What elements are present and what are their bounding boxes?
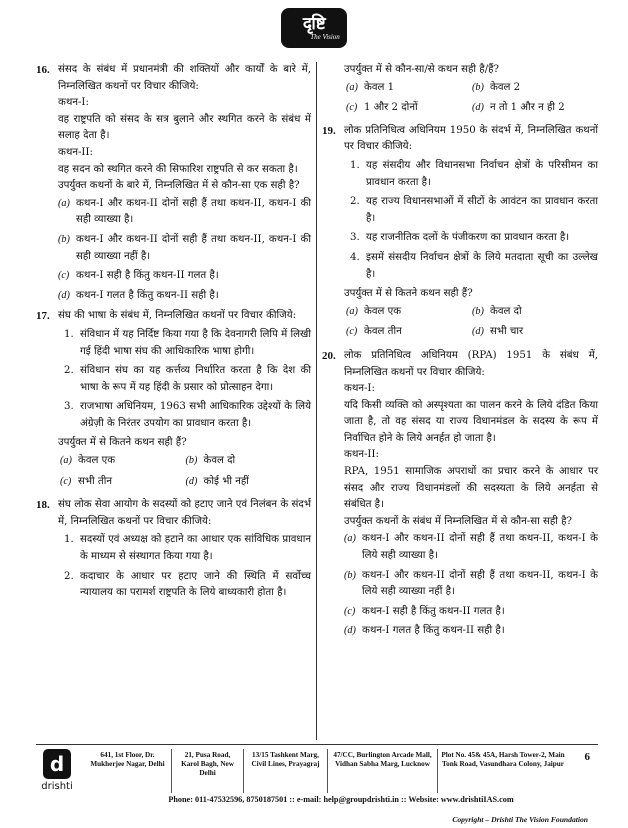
statement-number: 2. [64, 365, 74, 377]
question-18-continued [322, 62, 598, 120]
option-a [344, 531, 598, 564]
option-label: (d) [472, 102, 484, 114]
option-d [344, 623, 598, 640]
statement-number: 1. [350, 159, 360, 171]
column-divider [316, 62, 317, 740]
option-text: सभी चार [490, 326, 524, 338]
option-text: केवल तीन [364, 326, 402, 338]
option-label: (c) [60, 475, 72, 487]
option-text: 1 और 2 दोनों [364, 102, 418, 114]
statement-2-text: वह सदन को स्थगित करने की सिफारिश राष्ट्रपति से कर सकता है। [58, 163, 298, 175]
question-text: संघ लोक सेवा आयोग के सदस्यों को हटाए जाने एवं निलंबन के संदर्भ में, निम्नलिखित कथनों पर विचार कीजिये: [58, 499, 311, 527]
option-label: (a) [346, 305, 358, 317]
question-number: 19. [322, 124, 336, 137]
footer-logo [36, 749, 78, 797]
question-prompt: उपर्युक्त कथनों के बारे में, निम्नलिखित में से कौन-सा एक सही है? [58, 180, 300, 192]
option-text: कोई भी नहीं [203, 475, 249, 487]
option-b [58, 232, 311, 265]
question-prompt: उपर्युक्त में से कौन-सा/से कथन सही है/हैं? [344, 64, 499, 75]
option-d [472, 324, 598, 341]
option-text: कथन-I और कथन-II दोनों सही हैं तथा कथन-II, कथन-I की सही व्याख्या नहीं है। [76, 233, 311, 262]
statement-1 [64, 532, 311, 565]
option-label: (c) [58, 270, 70, 282]
page-footer [36, 744, 598, 812]
statement-1-text: वह राष्ट्रपति को संसद के सत्र बुलाने और स्थगित करने के संबंध में सलाह देता है। [58, 113, 311, 142]
option-c [346, 324, 472, 341]
option-a [346, 80, 472, 97]
option-label: (a) [58, 197, 70, 209]
statement-number: 3. [64, 401, 74, 413]
option-b [344, 568, 598, 601]
question-20 [322, 348, 598, 640]
option-label: (b) [344, 569, 356, 581]
option-text: सभी तीन [78, 475, 113, 487]
statement-text: संविधान में यह निर्दिष्ट किया गया है कि देवनागरी लिपि में लिखी गई हिंदी भाषा संघ की आधिकारिक भाषा होगी। [80, 328, 311, 357]
statement-2-label: कथन-II: [58, 146, 93, 158]
statement-number: 1. [64, 328, 74, 340]
statement-text: यह राजनीतिक दलों के पंजीकरण का प्रावधान करता है। [366, 232, 570, 244]
option-d [58, 288, 311, 305]
statement-number: 3. [350, 232, 360, 244]
address-delhi-mukherjee-nagar: 641, 1st Floor, Dr. Mukherjee Nagar, Delhi [84, 749, 172, 793]
address-lucknow: 47/CC, Burlington Arcade Mall, Vidhan Sabha Marg, Lucknow [328, 749, 438, 793]
option-c [346, 100, 472, 117]
statement-text: कदाचार के आधार पर हटाए जाने की स्थिति में सर्वोच्च न्यायालय का परामर्श राष्ट्रपति के लिये बाध्यकारी होता है। [80, 570, 311, 599]
option-text: केवल एक [78, 455, 116, 467]
option-text: केवल 1 [364, 81, 395, 93]
options-grid [346, 79, 598, 120]
statement-2 [350, 194, 598, 227]
statement-number: 1. [64, 534, 74, 546]
question-19 [322, 123, 598, 344]
statement-text: सदस्यों एवं अध्यक्ष को हटाने का आधार एक सांविधिक प्रावधान के माध्यम से संस्थागत किया गया है। [80, 534, 311, 563]
option-label: (d) [185, 475, 198, 487]
question-number: 18. [36, 499, 50, 512]
option-text: न तो 1 और न ही 2 [490, 102, 565, 114]
option-label: (c) [346, 102, 358, 114]
option-c [58, 268, 311, 285]
option-text: कथन-I और कथन-II दोनों सही हैं तथा कथन-II, कथन-I के लिये सही व्याख्या है। [362, 533, 598, 562]
option-label: (b) [472, 81, 484, 93]
question-text: संघ की भाषा के संबंध में, निम्नलिखित कथनों पर विचार कीजिये: [58, 310, 297, 322]
statement-number: 2. [64, 570, 74, 582]
address-prayagraj: 13/15 Tashkent Marg, Civil Lines, Prayagraj [244, 749, 328, 793]
question-number: 17. [36, 310, 50, 323]
copyright-notice: Copyright – Drishti The Vision Foundation [452, 815, 588, 824]
options-grid [346, 303, 598, 344]
option-d [472, 100, 598, 117]
statement-1 [64, 327, 311, 360]
statement-3 [64, 399, 311, 432]
logo-sub-text: The Vision [310, 33, 340, 41]
question-number: 16. [36, 64, 50, 76]
option-text: कथन-I गलत है किंतु कथन-II सही है। [362, 625, 505, 637]
statement-2 [64, 569, 311, 602]
option-label: (a) [60, 455, 72, 467]
header [0, 8, 628, 52]
option-c [344, 604, 598, 621]
option-label: (d) [472, 326, 484, 338]
question-18 [36, 497, 311, 602]
option-label: (a) [344, 533, 356, 545]
option-b [472, 80, 598, 97]
statement-text: संविधान संघ का यह कर्त्तव्य निर्धारित करता है कि देश की भाषा के रूप में यह हिंदी के प्रसार को प्रोत्साहन देगा। [80, 365, 311, 393]
option-text: केवल दो [490, 305, 522, 317]
option-text: कथन-I और कथन-II दोनों सही हैं तथा कथन-II, कथन-I की सही व्याख्या है। [76, 197, 311, 226]
option-text: कथन-I सही है किंतु कथन-II गलत है। [362, 605, 505, 617]
option-label: (b) [58, 233, 70, 245]
address-row [84, 749, 598, 793]
option-a [346, 304, 472, 321]
option-label: (c) [344, 605, 356, 617]
option-text: कथन-I गलत है किंतु कथन-II सही है। [76, 289, 219, 301]
right-column [322, 62, 598, 644]
statement-3 [350, 230, 598, 247]
option-label: (d) [58, 289, 70, 301]
option-c [60, 474, 186, 491]
option-label: (d) [344, 625, 356, 637]
option-a [58, 196, 311, 229]
statement-1-text: यदि किसी व्यक्ति को अस्पृश्यता का पालन करने के लिये दंडित किया जाता है, तो वह संसद या राज्य विधानमंडल के सदस्य के रूप में निर्वाचित होने के लिये अनर्हत हो जाता है। [344, 399, 598, 444]
statement-2 [64, 363, 311, 396]
question-prompt: उपर्युक्त में से कितने कथन सही हैं? [58, 437, 187, 449]
question-prompt: उपर्युक्त में से कितने कथन सही हैं? [344, 288, 473, 300]
option-a [60, 453, 186, 470]
question-text: संसद के संबंध में प्रधानमंत्री की शक्तियों और कार्यों के बारे में, निम्नलिखित कथनों पर विचार कीजिये: [58, 64, 311, 92]
statement-2-label: कथन-II: [344, 449, 379, 461]
option-d [186, 474, 312, 491]
question-17 [36, 308, 311, 493]
statement-1-label: कथन-I: [344, 383, 375, 395]
statement-text: राजभाषा अधिनियम, 1963 सभी आधिकारिक उद्देश्यों के लिये अंग्रेज़ी के निरंतर उपयोग का प्रावधान करता है। [80, 401, 311, 429]
statement-text: यह संसदीय और विधानसभा निर्वाचन क्षेत्रों के परिसीमन का प्रावधान करता है। [366, 159, 598, 188]
statement-number: 4. [350, 251, 360, 263]
statement-text: यह राज्य विधानसभाओं में सीटों के आवंटन का प्रावधान करता है। [366, 196, 598, 224]
question-number: 20. [322, 349, 336, 362]
statement-4 [350, 250, 598, 283]
question-16 [36, 62, 311, 304]
statement-text: इसमें संसदीय निर्वाचन क्षेत्रों के लिये मतदाता सूची का उल्लेख है। [366, 251, 598, 280]
address-jaipur: Plot No. 45& 45A, Harsh Tower-2, Main Tonk Road, Vasundhara Colony, Jaipur [441, 751, 565, 768]
option-label: (b) [185, 455, 198, 467]
option-text: केवल दो [203, 455, 236, 467]
statement-number: 2. [350, 196, 360, 208]
logo-main-text: दृष्टि [302, 14, 326, 34]
question-text: लोक प्रतिनिधित्व अधिनियम 1950 के संदर्भ में, निम्नलिखित कथनों पर विचार कीजिये: [344, 124, 598, 153]
left-column [36, 62, 311, 606]
statement-2-text: RPA, 1951 सामाजिक अपराधों का प्रचार करने के आधार पर संसद और राज्य विधानमंडलों की सदस्यता के लिये अनर्हता से संबंधित है। [344, 466, 598, 511]
options-grid [60, 452, 311, 493]
statement-1 [350, 158, 598, 191]
drishti-d-icon: d [43, 749, 71, 779]
option-b [472, 304, 598, 321]
address-karol-bagh: 21, Pusa Road, Karol Bagh, New Delhi [172, 749, 244, 793]
page-number: 6 [584, 751, 590, 763]
option-label: (c) [346, 326, 358, 338]
option-text: कथन-I सही है किंतु कथन-II गलत है। [76, 270, 219, 282]
option-label: (a) [346, 81, 358, 93]
option-b [186, 453, 312, 470]
question-prompt: उपर्युक्त कथनों के संबंध में निम्नलिखित में से कौन-सा सही है? [344, 515, 573, 527]
contact-line: Phone: 011-47532596, 8750187501 :: e-mail: help@groupdrishti.in :: Website: www.drishtiIAS.com [168, 795, 514, 804]
drishti-logo [281, 8, 347, 48]
option-text: कथन-I और कथन-II दोनों सही हैं तथा कथन-II, कथन-I के लिये सही व्याख्या नहीं है। [362, 569, 598, 598]
statement-1-label: कथन-I: [58, 97, 89, 109]
question-text: लोक प्रतिनिधित्व अधिनियम (RPA) 1951 के संबंध में, निम्नलिखित कथनों पर विचार कीजिये: [344, 349, 598, 378]
option-text: केवल 2 [490, 81, 521, 93]
footer-logo-text: drishti [41, 781, 73, 792]
option-label: (b) [472, 305, 484, 317]
option-text: केवल एक [364, 305, 402, 317]
